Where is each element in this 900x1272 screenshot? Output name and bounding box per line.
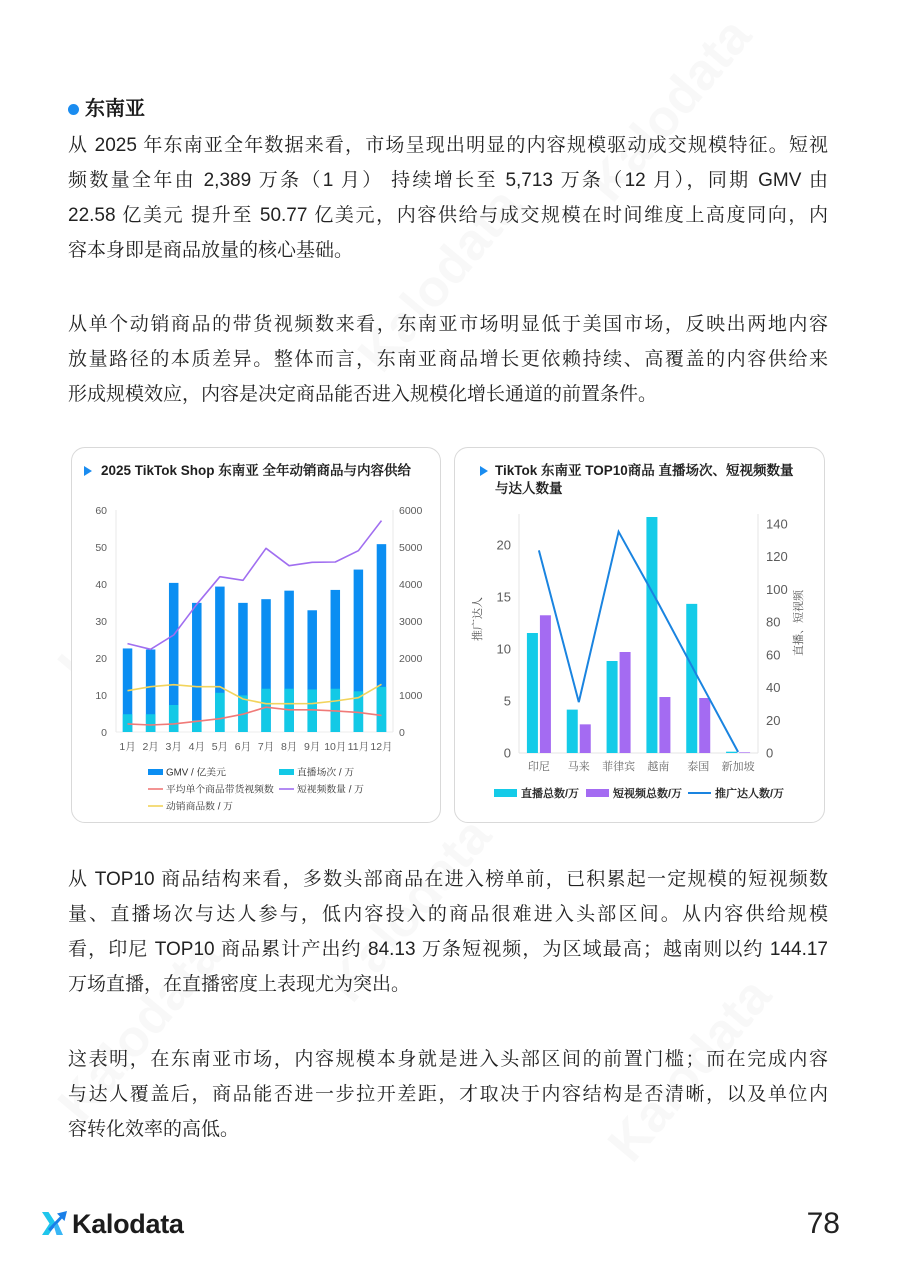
chart-monthly-gmv-content [72,448,440,822]
paragraph-line: 从 TOP10 商品结构来看，多数头部商品在进入榜单前，已积累起一定规模的短视频数 [68,869,828,890]
right-tick-label: 60 [766,647,781,663]
x-tick-label: 12月 [370,741,393,753]
x-tick-label: 马来 [567,761,590,773]
legend-label: 短视频数量 / 万 [297,784,364,796]
bar-live-total [567,710,578,753]
left-tick-label: 20 [496,537,511,553]
legend-swatch [586,789,609,797]
legend-swatch [148,769,163,775]
x-tick-label: 泰国 [687,761,710,773]
x-tick-label: 4月 [188,741,205,753]
line-active-products [128,684,382,703]
section-heading [68,96,145,122]
bar-short-video-total [580,724,591,753]
x-tick-label: 9月 [304,741,321,753]
paragraph-line: 放量路径的本质差异。整体而言，东南亚商品增长更依赖持续、高覆盖的内容供给来 [68,349,828,370]
legend-label: 平均单个商品带货视频数 [166,784,274,796]
bar-short-video-total [659,697,670,753]
line-avg-videos-per-product [128,707,382,725]
left-tick-label: 10 [496,641,511,657]
legend-label: 动销商品数 / 万 [166,801,233,813]
paragraph [68,128,828,268]
x-tick-label: 7月 [257,741,275,753]
legend-item [279,783,364,796]
chart-card-top10-content [454,447,825,823]
chart-top10-live-video-creators [455,448,824,822]
kalodata-logo-icon [42,1209,68,1238]
x-tick-label: 5月 [211,741,229,753]
legend-label: GMV / 亿美元 [166,767,226,779]
chart-title-line: TikTok 东南亚 TOP10商品 直播场次、短视频数量 [495,463,794,478]
right-tick-label: 140 [766,516,788,532]
bar-live-total [527,633,538,753]
x-tick-label: 印尼 [527,761,550,773]
x-tick-label: 1月 [119,741,136,753]
x-tick-label: 10月 [324,741,347,753]
paragraph-line: 从单个动销商品的带货视频数来看，东南亚市场明显低于美国市场，反映出两地内容 [68,314,828,335]
left-tick-label: 15 [496,589,511,605]
paragraph-line: 容转化效率的高低。 [68,1119,240,1140]
line-short-videos [128,521,382,650]
paragraph [68,862,828,1002]
legend-item [148,800,233,813]
paragraph [68,1042,828,1147]
paragraph-line: 万场直播，在直播密度上表现尤为突出。 [68,974,411,995]
right-axis-title: 直播、短视频 [793,590,805,656]
x-tick-label: 2月 [142,741,159,753]
legend-label: 短视频总数/万 [613,788,683,800]
left-tick-label: 40 [95,579,107,591]
paragraph-line: 从 2025 年东南亚全年数据来看，市场呈现出明显的内容规模驱动成交规模特征。短视 [68,135,828,156]
right-tick-label: 1000 [399,690,423,702]
bar-live-sessions [215,693,225,732]
section-title: 东南亚 [85,98,145,120]
left-tick-label: 10 [95,690,107,702]
brand-name: Kalodata [72,1209,184,1239]
left-tick-label: 30 [95,616,107,628]
bar-live-sessions [377,687,387,732]
right-tick-label: 0 [766,745,774,761]
bar-live-total [686,604,697,753]
legend-swatch [279,769,294,775]
legend-item [688,786,784,800]
bar-live-sessions [169,705,179,732]
x-tick-label: 越南 [647,761,670,773]
right-tick-label: 40 [766,680,781,696]
bar-short-video-total [739,752,750,753]
bar-short-video-total [620,652,631,753]
paragraph-line: 量、直播场次与达人参与，低内容投入的商品很难进入头部区间。从内容供给规模 [68,904,828,925]
left-tick-label: 0 [101,727,107,739]
right-tick-label: 3000 [399,616,423,628]
legend-label: 直播场次 / 万 [297,767,355,779]
legend-label: 直播总数/万 [521,788,580,800]
x-tick-label: 新加坡 [721,761,755,773]
bar-live-total [646,517,657,753]
right-tick-label: 4000 [399,579,423,591]
right-tick-label: 20 [766,712,781,728]
legend-item [148,766,226,779]
bullet-dot-icon [68,104,79,115]
chart-title: 2025 TikTok Shop 东南亚 全年动销商品与内容供给 [101,463,412,478]
legend-item [586,786,682,800]
left-tick-label: 5 [503,693,511,709]
right-tick-label: 120 [766,549,788,565]
paragraph [68,307,828,412]
x-tick-label: 菲律宾 [602,761,636,773]
bar-live-sessions [146,714,156,732]
right-tick-label: 2000 [399,653,423,665]
bar-live-sessions [261,689,271,732]
right-tick-label: 6000 [399,505,423,517]
paragraph-line: 22.58 亿美元 提升至 50.77 亿美元，内容供给与成交规模在时间维度上高度同向，内 [68,205,828,226]
legend-label: 推广达人数/万 [715,788,785,800]
chart-card-monthly-sales-content [71,447,441,823]
chart-title-line: 与达人数量 [495,481,563,496]
paragraph-line: 形成规模效应，内容是决定商品能否进入规模化增长通道的前置条件。 [68,384,658,405]
left-tick-label: 60 [95,505,107,517]
legend-item [148,783,274,796]
bar-live-total [607,661,618,753]
paragraph-line: 与达人覆盖后，商品能否进一步拉开差距，才取决于内容结构是否清晰，以及单位内 [68,1084,828,1105]
bar-gmv [192,603,202,732]
bar-live-total [726,752,737,753]
left-axis-title: 推广达人 [472,597,484,641]
paragraph-line: 看，印尼 TOP10 商品累计产出约 84.13 万条短视频，为区域最高；越南则以约 144.17 [68,939,828,960]
x-tick-label: 11月 [347,741,370,753]
right-tick-label: 0 [399,727,405,739]
right-tick-label: 80 [766,614,781,630]
left-tick-label: 20 [95,653,107,665]
left-tick-label: 50 [95,542,107,554]
legend-item [494,786,579,800]
bar-short-video-total [699,698,710,753]
legend-item [279,766,354,779]
bar-short-video-total [540,615,551,753]
paragraph-line: 容本身即是商品放量的核心基础。 [68,240,354,261]
paragraph-line: 这表明，在东南亚市场，内容规模本身就是进入头部区间的前置门槛；而在完成内容 [68,1049,828,1070]
paragraph-line: 频数量全年由 2,389 万条（1 月） 持续增长至 5,713 万条（12 月），同期 GMV 由 [68,170,828,191]
left-tick-label: 0 [503,745,511,761]
x-tick-label: 8月 [280,741,298,753]
right-tick-label: 100 [766,581,788,597]
legend-swatch [494,789,517,797]
right-tick-label: 5000 [399,542,423,554]
x-tick-label: 3月 [165,741,182,753]
x-tick-label: 6月 [234,741,252,753]
page-number: 78 [806,1207,840,1240]
